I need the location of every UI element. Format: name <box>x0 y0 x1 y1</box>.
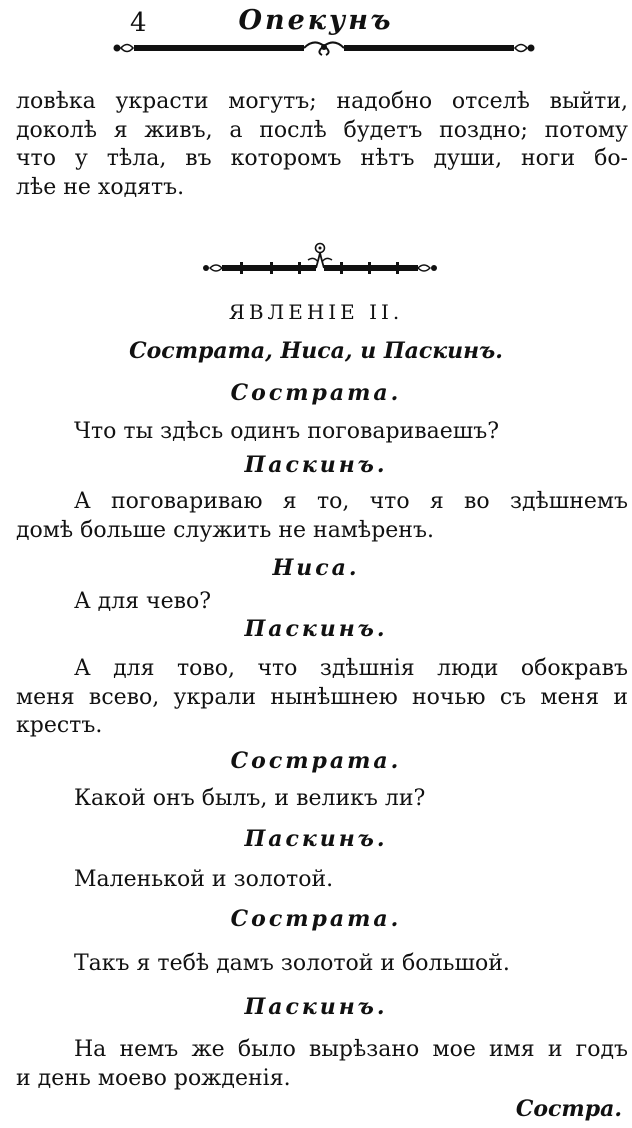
speech <box>16 950 628 979</box>
running-title: Опекунъ <box>238 5 394 36</box>
continuation-paragraph <box>16 88 628 202</box>
text-line: что у тѣла, въ которомъ нѣтъ души, ноги бо- <box>16 146 628 171</box>
speech <box>16 866 628 895</box>
text-line: доколѣ я живъ, а послѣ будетъ поздно; потому <box>16 117 628 143</box>
text-line: Какой онъ былъ, и великъ ли? <box>74 786 426 811</box>
scene-ornament <box>200 240 440 282</box>
speech <box>16 655 628 741</box>
text-line: А для чево? <box>74 589 212 614</box>
speaker-name: Паскинъ. <box>244 826 388 852</box>
speech <box>16 1036 628 1093</box>
catchword: Состра. <box>515 1096 622 1122</box>
speech <box>16 588 628 617</box>
page-header <box>0 2 632 38</box>
speaker-name: Сострата. <box>230 380 402 406</box>
text-line: лѣе не ходятъ. <box>16 174 185 200</box>
text-line: Что ты здѣсь одинъ поговариваешъ? <box>74 419 499 444</box>
speaker-name: Паскинъ. <box>244 616 388 642</box>
scene-cast: Сострата, Ниса, и Паскинъ. <box>129 338 503 364</box>
text-line: домѣ больше служить не намѣренъ. <box>16 517 434 543</box>
text-line: крестъ. <box>16 713 103 738</box>
speaker-name: Ниса. <box>272 555 360 581</box>
speaker-name: Паскинъ. <box>244 452 388 478</box>
text-line: меня всево, украли нынѣшнею ночью съ меня и <box>16 684 628 710</box>
speech <box>16 785 628 814</box>
text-line: Маленькой и золотой. <box>74 867 334 892</box>
header-rule-ornament <box>112 38 536 58</box>
text-line: А для тово, что здѣшнія люди обокравъ <box>74 656 628 681</box>
text-line: Такъ я тебѣ дамъ золотой и большой. <box>74 951 510 976</box>
speaker-name: Сострата. <box>230 906 402 932</box>
page-number: 4 <box>130 8 147 38</box>
speech <box>16 488 628 545</box>
text-line: А поговариваю я то, что я во здѣшнемъ <box>74 489 628 514</box>
scene-heading: ЯВЛЕНІЕ II. <box>228 300 404 324</box>
text-line: ловѣка украсти могутъ; надобно отселѣ выйти, <box>16 89 628 114</box>
speaker-name: Паскинъ. <box>244 994 388 1020</box>
text-line: На немъ же было вырѣзано мое имя и годъ <box>74 1037 628 1062</box>
speaker-name: Сострата. <box>230 748 402 774</box>
speech <box>16 418 628 447</box>
text-line: и день моево рожденія. <box>16 1065 291 1091</box>
